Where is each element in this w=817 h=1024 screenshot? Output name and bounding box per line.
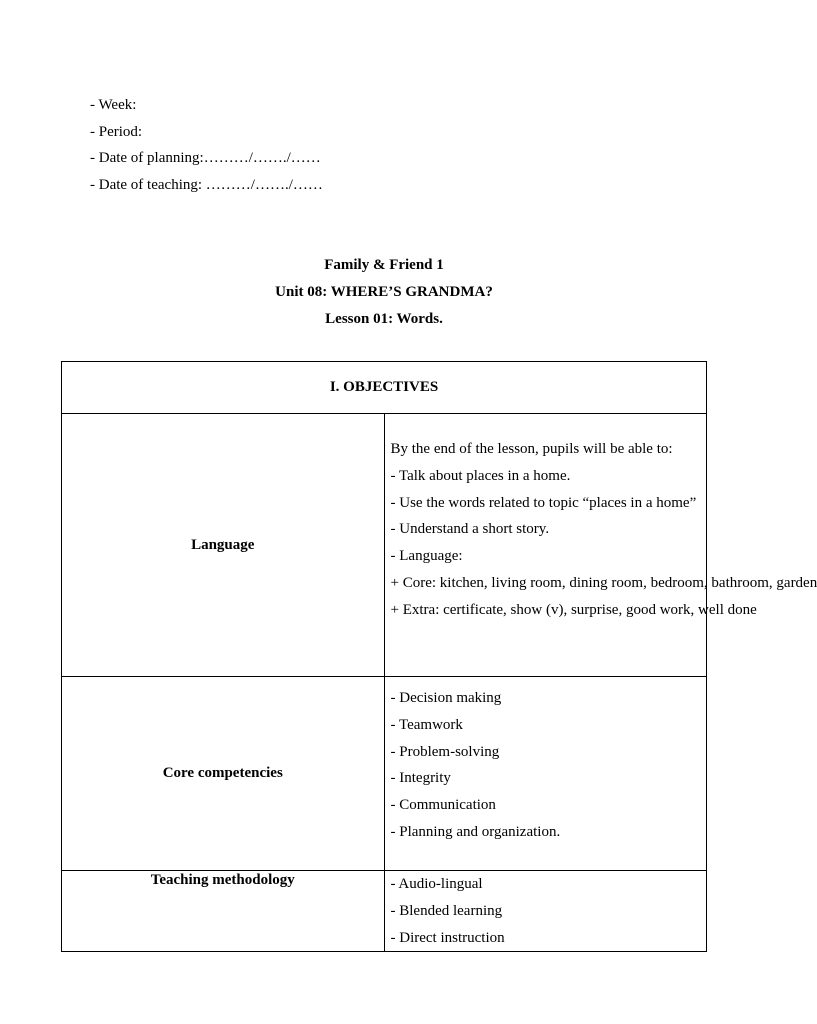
list-item: - Talk about places in a home. (390, 467, 571, 484)
list-item: - Integrity (390, 770, 451, 787)
list-item: - Audio-lingual (390, 876, 483, 892)
objectives-table (61, 361, 817, 952)
list-item: - Understand a short story. (390, 521, 550, 538)
table-row (62, 677, 707, 871)
objectives-header-row (62, 362, 707, 414)
list-item: + Extra: certificate, show (v), surprise, good work, well done (390, 601, 757, 618)
table-row (62, 414, 707, 677)
list-item: - Problem-solving (390, 743, 500, 760)
teaching-methodology-label: Teaching methodology (62, 871, 385, 952)
week-line: - Week: (90, 97, 137, 113)
list-item: - Teamwork (390, 716, 463, 733)
core-competencies-content (384, 677, 707, 871)
list-item: - Use the words related to topic “places in a home” (390, 494, 697, 511)
teaching-methodology-content (384, 871, 707, 952)
table-row (62, 871, 707, 952)
list-item: - Blended learning (390, 902, 503, 919)
list-item: - Direct instruction (390, 929, 505, 946)
date-of-teaching-line: - Date of teaching: ………/……./…… (90, 177, 323, 194)
course-title: Family & Friend 1 (324, 257, 444, 273)
period-line: - Period: (90, 123, 143, 140)
date-of-planning-line: - Date of planning:………/……./…… (90, 150, 321, 167)
lesson-title: Lesson 01: Words. (325, 310, 443, 327)
lesson-meta (90, 92, 323, 199)
language-label: Language (62, 414, 385, 677)
objectives-heading: I. OBJECTIVES (62, 362, 707, 414)
list-item: + Core: kitchen, living room, dining room, bedroom, bathroom, garden (390, 574, 817, 591)
lesson-titles (0, 252, 768, 333)
language-content (384, 414, 817, 677)
list-item: - Language: (390, 548, 463, 565)
list-item: - Decision making (390, 690, 502, 706)
list-item: - Communication (390, 797, 496, 814)
unit-title: Unit 08: WHERE’S GRANDMA? (275, 283, 493, 300)
core-competencies-label: Core competencies (62, 677, 385, 871)
list-item: By the end of the lesson, pupils will be able to: (390, 441, 673, 457)
list-item: - Planning and organization. (390, 823, 561, 840)
